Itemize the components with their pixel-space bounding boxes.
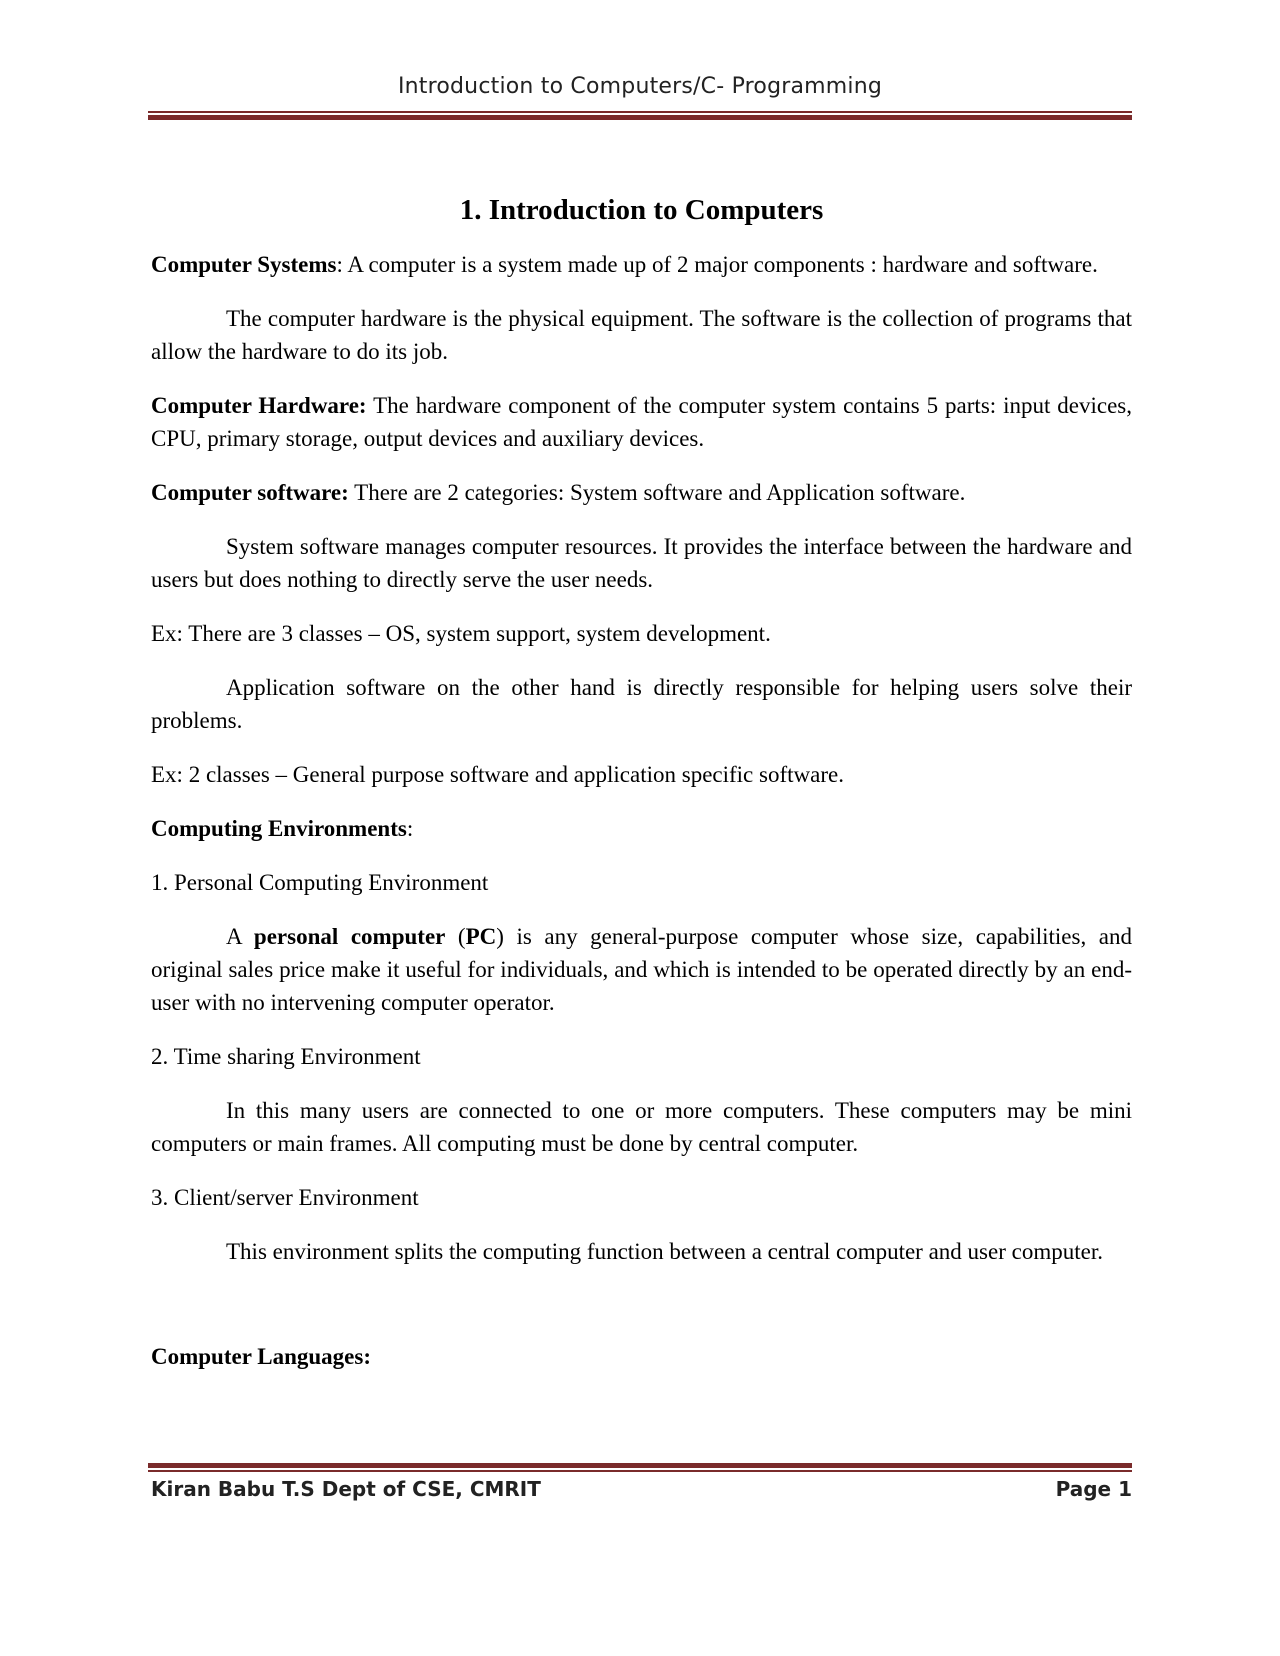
paragraph-application-software: Application software on the other hand is directly responsible for helping users solve their problems. [151, 675, 1132, 733]
paragraph-text: There are 2 categories: System software and Application software. [348, 480, 966, 505]
paragraph-hardware-software: The computer hardware is the physical equipment. The software is the collection of programs that allow the hardware to do its job. [151, 306, 1132, 364]
paragraph-client-server: This environment splits the computing function between a central computer and user computer. [226, 1239, 1103, 1264]
footer-rule-thin [148, 1470, 1132, 1472]
chapter-title: 1. Introduction to Computers [459, 194, 824, 226]
paragraph-time-sharing: In this many users are connected to one or more computers. These computers may be mini computers or main frames. All computing must be done by central computer. [151, 1098, 1132, 1156]
paragraph-personal-computer [151, 920, 1132, 1019]
running-header: Introduction to Computers/C- Programming [397, 74, 883, 99]
paragraph-system-software: System software manages computer resources. It provides the interface between the hardware and users but does nothing to directly serve the user needs. [151, 534, 1132, 592]
paragraph-computer-software [151, 476, 1132, 509]
footer-rule [148, 1463, 1132, 1472]
paragraph-application-software-example: Ex: 2 classes – General purpose software and application specific software. [151, 762, 844, 787]
paragraph-computing-environments [151, 812, 1132, 845]
paragraph-text: ) is any general-purpose computer whose size, capabilities, and original sales price make it useful for individuals, and which is intended to be operated directly by an end-user with no intervening computer operator. [151, 924, 1132, 1015]
footer-author: Kiran Babu T.S Dept of CSE, CMRIT [151, 1477, 541, 1501]
paragraph-text: ( [445, 924, 466, 949]
paragraph-system-software-example: Ex: There are 3 classes – OS, system support, system development. [151, 621, 771, 646]
term-computer-hardware: Computer Hardware: [151, 393, 367, 418]
header-rule [148, 111, 1132, 120]
page-content [151, 190, 1132, 1394]
paragraph-text: : A computer is a system made up of 2 major components : hardware and software. [336, 252, 1098, 277]
term-computer-languages: Computer Languages: [151, 1344, 372, 1369]
term-computing-environments: Computing Environments [151, 816, 407, 841]
paragraph-computer-systems [151, 248, 1132, 281]
list-item-time-sharing: 2. Time sharing Environment [151, 1044, 421, 1069]
term-computer-software: Computer software: [151, 480, 349, 505]
header-rule-thick [148, 115, 1132, 120]
paragraph-text: The hardware component of the computer system contains 5 parts: input devices, CPU, primary storage, output devices and auxiliary devices. [151, 393, 1132, 451]
paragraph-computer-hardware [151, 389, 1132, 455]
paragraph-text: : [406, 816, 414, 841]
list-item-personal-computing: 1. Personal Computing Environment [151, 870, 489, 895]
list-item-client-server: 3. Client/server Environment [151, 1185, 419, 1210]
term-pc: PC [465, 924, 497, 949]
page-number: Page 1 [1055, 1477, 1132, 1501]
term-computer-systems: Computer Systems [151, 252, 337, 277]
paragraph-text: A [226, 924, 254, 949]
term-personal-computer: personal computer [253, 924, 446, 949]
paragraph-computer-languages [151, 1340, 1132, 1373]
